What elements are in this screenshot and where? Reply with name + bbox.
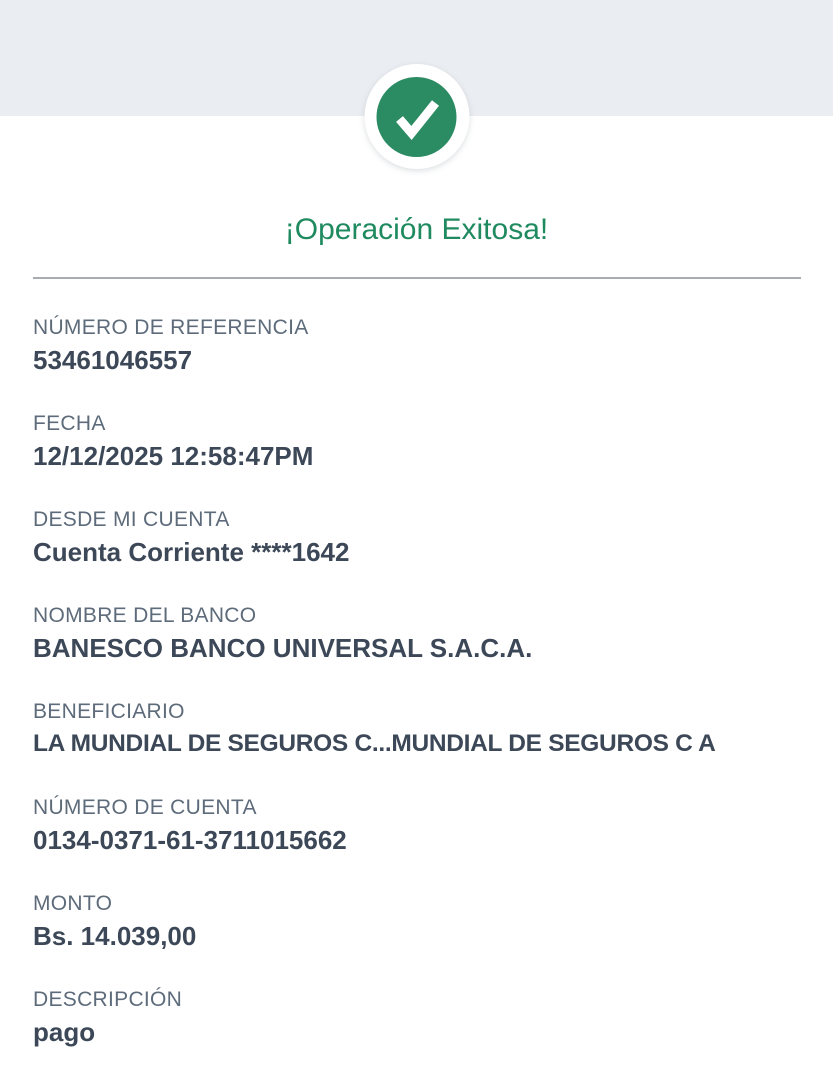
field-label: BENEFICIARIO xyxy=(33,700,185,723)
field-descripcion xyxy=(33,986,801,1050)
field-fecha xyxy=(33,410,801,474)
header-band xyxy=(0,0,833,116)
field-value: Cuenta Corriente ****1642 xyxy=(33,537,350,567)
field-value: pago xyxy=(33,1017,96,1047)
field-nombre-del-banco xyxy=(33,602,801,666)
field-label: DESDE MI CUENTA xyxy=(33,508,230,531)
page-title: ¡Operación Exitosa! xyxy=(284,213,549,246)
divider xyxy=(33,277,801,279)
field-label: NÚMERO DE CUENTA xyxy=(33,796,257,819)
field-label: MONTO xyxy=(33,892,113,915)
field-desde-mi-cuenta xyxy=(33,506,801,570)
field-value: 0134-0371-61-3711015662 xyxy=(33,825,347,855)
success-badge xyxy=(364,64,469,169)
field-value: Bs. 14.039,00 xyxy=(33,921,197,951)
field-value: LA MUNDIAL DE SEGUROS C...MUNDIAL DE SEGUROS C A xyxy=(33,730,716,757)
field-numero-de-cuenta xyxy=(33,794,801,858)
receipt-fields xyxy=(0,314,833,1050)
check-icon xyxy=(388,88,446,146)
field-beneficiario xyxy=(33,698,801,762)
field-value: BANESCO BANCO UNIVERSAL S.A.C.A. xyxy=(33,633,533,663)
field-numero-de-referencia xyxy=(33,314,801,378)
check-circle xyxy=(377,77,457,157)
field-monto xyxy=(33,890,801,954)
field-label: NÚMERO DE REFERENCIA xyxy=(33,316,309,339)
field-label: FECHA xyxy=(33,412,106,435)
field-label: DESCRIPCIÓN xyxy=(33,988,183,1011)
field-value: 53461046557 xyxy=(33,345,193,375)
field-label: NOMBRE DEL BANCO xyxy=(33,604,257,627)
field-value: 12/12/2025 12:58:47PM xyxy=(33,441,314,471)
